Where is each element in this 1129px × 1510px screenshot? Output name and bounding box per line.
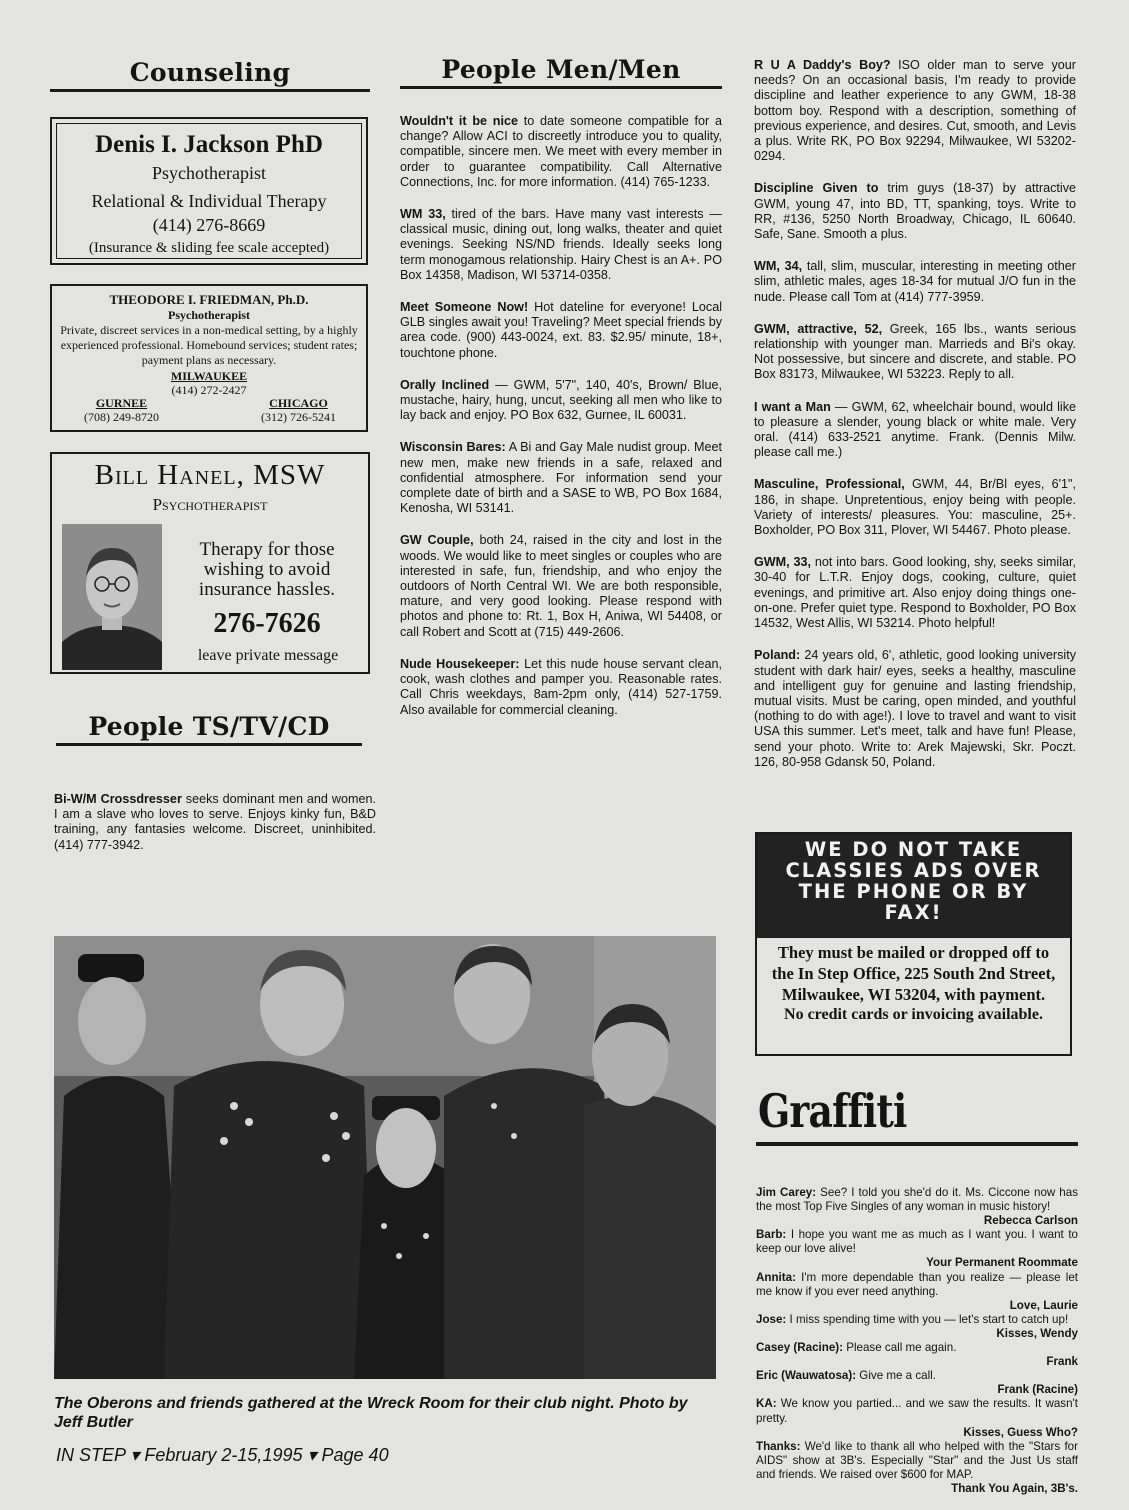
friedman-gurnee-label: GURNEE (95, 396, 148, 410)
graffiti-heading: Graffiti (758, 1084, 907, 1138)
list-item: Masculine, Professional, GWM, 44, Br/Bl eyes, 6'1", 186, in shape. Unpretentious, enjoy being with people. Variety of interests/ pleasures. You: masculine, 25+. Boxholder, PO Box 311, Plover, WI 54467. Photo please. (754, 477, 1076, 538)
list-item: GWM, attractive, 52, Greek, 165 lbs., wants serious relationship with younger man. Marrieds and Bi's okay. Not possessive, but sincere and discrete, and stable. PO Box 83173, Milwaukee, WI 53223. Reply to all. (754, 321, 1076, 382)
list-item: Eric (Wauwatosa): Give me a call. Frank (Racine) (756, 1369, 1078, 1397)
hanel-title: Psychotherapist (152, 495, 268, 514)
friedman-milwaukee-label: MILWAUKEE (170, 369, 248, 383)
list-item: Wisconsin Bares: A Bi and Gay Male nudist group. Meet new men, make new friends in a safe, relaxed and confidential atmosphere. For information send your complete date of birth and a SASE to WB, PO Box 1684, Kenosha, WI 53141. (400, 440, 722, 516)
list-item: Poland: 24 years old, 6', athletic, good looking university student with dark hair/ eyes, seeks a healthy, masculine and intelligent guy for genuine and lasting friendship, mutual visits. Must be caring, open minded, and youthful (nothing to do with age!). I love to travel and want to visit USA this summer. Let's meet, talk and have fun! Please, send your photo. Write to: Arek Majewski, Skr. Poczt. 126, 80-958 Gdansk 50, Poland. (754, 648, 1076, 769)
graffiti-list (756, 1186, 1078, 1496)
friedman-ad (50, 284, 368, 432)
list-item: Discipline Given to trim guys (18-37) by attractive GWM, young 47, into BD, TT, spanking, toys. Write to RR, #136, 5250 North Broadway, Chicago, IL 60640. Safe, Sane. Smooth a plus. (754, 181, 1076, 242)
list-item: Jim Carey: See? I told you she'd do it. Ms. Ciccone now has the most Top Five Singles of any woman in music history! Rebecca Carlson (756, 1186, 1078, 1228)
list-item: Thanks: We'd like to thank all who helped with the "Stars for AIDS" show at 3B's. Especially "Star" and the Just Us staff and friends. We raised over $600 for MAP. Thank You Again, 3B's. (756, 1439, 1078, 1495)
list-item: Meet Someone Now! Hot dateline for everyone! Local GLB singles await you! Traveling? Meet special friends by area code. (900) 443-0024, ext. 83. $2.95/ minute, 18+, touchtone phone. (400, 300, 723, 360)
group-photo-figures (54, 936, 716, 1379)
jackson-note: (Insurance & sliding fee scale accepted) (88, 240, 330, 256)
list-item: Casey (Racine): Please call me again. Frank (756, 1341, 1078, 1369)
notice-body: They must be mailed or dropped off to the In Step Office, 225 South 2nd Street, Milwaukee, WI 53204, with payment. (771, 943, 1056, 1004)
list-item: Jose: I miss spending time with you — let's start to catch up! Kisses, Wendy (756, 1312, 1078, 1340)
friedman-body: Private, discreet services in a non-medical setting, by a highly experienced professional. Homebound services; student rates; payment plans as necessary. (60, 323, 358, 367)
friedman-chicago-phone: (312) 726-5241 (261, 410, 336, 424)
hanel-portrait (62, 524, 162, 670)
list-item: Nude Housekeeper: Let this nude house servant clean, cook, wash clothes and pamper you. Reasonable rates. Call Chris weekdays, 8am-2pm only, (414) 527-1759. Also available for commercial cleaning. (400, 656, 722, 717)
friedman-name: THEODORE I. FRIEDMAN, Ph.D. (109, 292, 309, 307)
notice-headline: WE DO NOT TAKE CLASSIES ADS OVER THE PHONE OR BY FAX! (757, 834, 1070, 938)
jackson-name: Denis I. Jackson PhD (95, 131, 323, 158)
men-ad-list (400, 114, 722, 735)
right-ad-list (754, 58, 1076, 787)
hanel-name: Bill Hanel, MSW (94, 459, 326, 491)
graffiti-rule (756, 1142, 1078, 1146)
notice-box (755, 832, 1072, 1056)
ts-ad-list (54, 792, 376, 870)
jackson-ad (50, 117, 368, 265)
list-item: Bi-W/M Crossdresser seeks dominant men and women. I am a slave who loves to serve. Enjoys kinky fun, B&D training, any fantasies welcome. Discreet, uninhibited. (414) 777-3942. (54, 792, 376, 852)
hanel-tagline: Therapy for those wishing to avoid insurance hassles. (198, 539, 336, 600)
list-item: Wouldn't it be nice to date someone compatible for a change? Allow ACI to discreetly introduce you to quality, compatible, sincere men. We meet with every member in order to guarantee compatibility. Call Alternative Connections, Inc. for more information. (414) 765-1233. (400, 114, 722, 189)
list-item: GW Couple, both 24, raised in the city and lost in the woods. We would like to meet singles or couples who are interested in safe, fun, friendship, and who enjoy the outdoors of North Central WI. We are both responsible, mature, and very good looking. Please respond with photos and phone to: Rt. 1, Box H, Aniwa, WI 54408, or call Robert and Scott at (715) 449-2606. (400, 533, 722, 639)
hanel-ad (50, 452, 370, 674)
photo-caption: The Oberons and friends gathered at the Wreck Room for their club night. Photo by Jeff Butler (54, 1395, 688, 1431)
friedman-chicago-label: CHICAGO (269, 396, 328, 410)
friedman-gurnee-phone: (708) 249-8720 (84, 410, 159, 424)
friedman-milwaukee-phone: (414) 272-2427 (171, 383, 247, 397)
men-heading: People Men/Men (400, 55, 722, 89)
list-item: R U A Daddy's Boy? ISO older man to serve your needs? On an occasional basis, I'm ready to provide discipline and leather experience to any GWM, 18-38 bottom boy. Respond with a description, something of previous experience, and desires. Cut, smooth, and Levis a plus. Write RK, PO Box 92294, Milwaukee, WI 53202-0294. (754, 58, 1076, 164)
list-item: WM, 34, tall, slim, muscular, interesting in meeting other slim, athletic males, ages 18-34 for mutual J/O fun in the nude. Please call Tom at (414) 777-3959. (754, 259, 1077, 304)
list-item: Barb: I hope you want me as much as I want you. I want to keep our love alive! Your Permanent Roommate (756, 1228, 1078, 1270)
notice-footer: No credit cards or invoicing available. (784, 1006, 1043, 1023)
list-item: Orally Inclined — GWM, 5'7", 140, 40's, Brown/ Blue, mustache, hairy, hung, uncut, seeking all men who like to lay back and enjoy. PO Box 632, Gurnee, IL 60031. (400, 377, 722, 423)
jackson-phone: (414) 276-8669 (152, 215, 266, 235)
hanel-phone: 276-7626 (213, 608, 321, 639)
list-item: WM 33, tired of the bars. Have many vast interests — classical music, dining out, long walks, theater and quiet evenings. Seeking NS/ND friends. Ideally seeks long term monogamous relationship. Hairy Chest is an A+. PO Box 14358, Madison, WI 53714-0358. (400, 207, 722, 282)
list-item: GWM, 33, not into bars. Good looking, shy, seeks similar, 30-40 for L.T.R. Enjoy dogs, cooking, culture, quiet evenings, and primitive art. Also enjoy doing things one- on-one. Prefer quiet type. Respond to Boxholder, PO Box 14532, West Allis, WI 53214. Photo helpful! (754, 555, 1076, 631)
friedman-title: Psychotherapist (168, 308, 250, 322)
list-item: Annita: I'm more dependable than you realize — please let me know if you ever need anything. Love, Laurie (756, 1270, 1078, 1312)
jackson-specialty: Relational & Individual Therapy (91, 191, 327, 211)
list-item: KA: We know you partied... and we saw the results. It wasn't pretty. Kisses, Guess Who? (756, 1397, 1078, 1439)
jackson-title: Psychotherapist (152, 163, 266, 183)
list-item: I want a Man — GWM, 62, wheelchair bound, would like to pleasure a slender, young black or white male. Very oral. (414) 633-2521 anytime. Frank. (Dennis Milw. please call me.) (754, 399, 1076, 460)
counseling-heading: Counseling (50, 58, 370, 92)
ts-heading: People TS/TV/CD (56, 712, 362, 746)
group-photo (54, 936, 716, 1379)
page-footer: IN STEP ▾ February 2-15,1995 ▾ Page 40 (56, 1445, 389, 1465)
hanel-note: leave private message (197, 647, 339, 664)
